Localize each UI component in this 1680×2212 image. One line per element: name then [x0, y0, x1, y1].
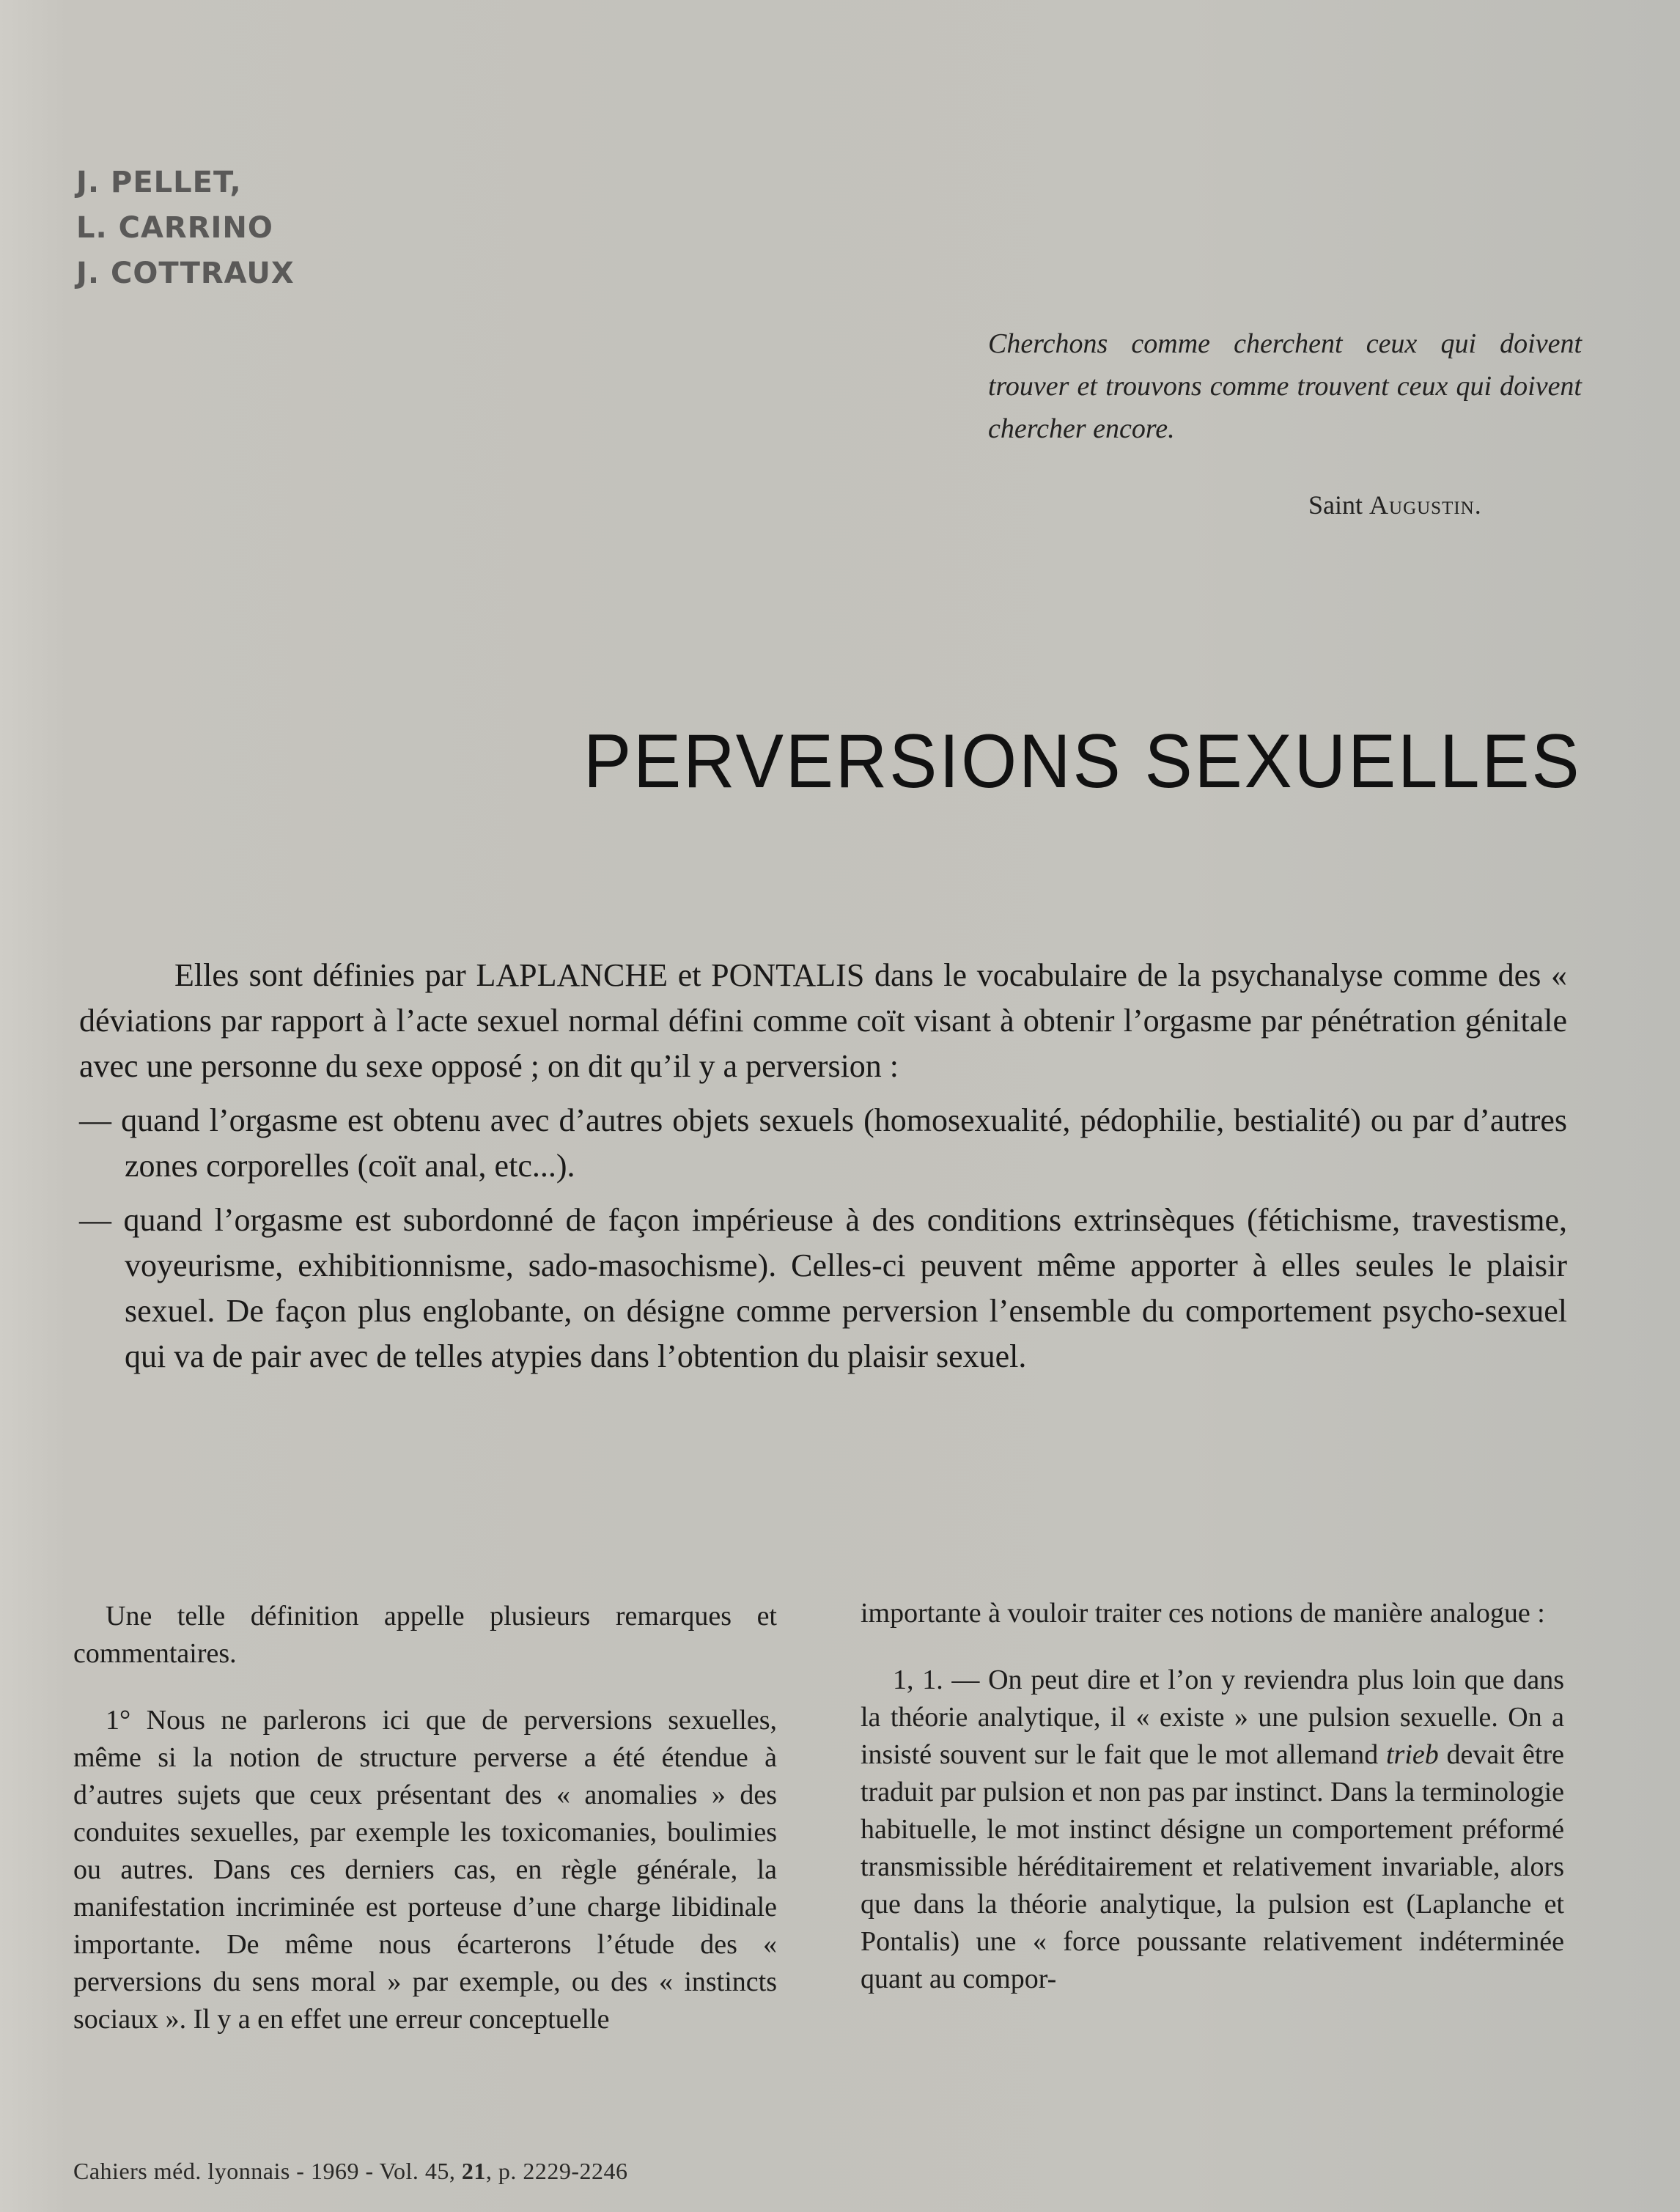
intro-list-item: — quand l’orgasme est subordonné de façon impérieuse à des conditions extrinsèques (fétichisme, travestisme, voyeurisme, exhibitionnisme, sado-masochisme). Celles-ci peuvent même apporter à elles seules le plaisir sexuel. De façon plus englobante, on désigne comme perversion l’ensemble du comportement psycho-sexuel qui va de pair avec de telles atypies dans l’obtention du plaisir sexuel.: [79, 1202, 1567, 1374]
author-name: J. PELLET,: [76, 166, 242, 199]
authors-block: [76, 160, 295, 296]
article-title: PERVERSIONS SEXUELLES: [583, 719, 1582, 804]
citation-issue: 21: [461, 2158, 486, 2184]
citation-end: , p. 2229-2246: [485, 2158, 628, 2184]
intro-section: [79, 953, 1567, 1379]
epigraph-quote: Cherchons comme cherchent ceux qui doivent trouver et trouvons comme trouvent ceux qui doivent chercher encore.: [988, 328, 1582, 444]
journal-citation: [73, 2158, 628, 2185]
author-name: L. CARRINO: [76, 211, 273, 245]
intro-list-item: — quand l’orgasme est obtenu avec d’autres objets sexuels (homosexualité, pédophilie, bestialité) ou par d’autres zones corporelles (coït anal, etc...).: [79, 1102, 1567, 1184]
right-paragraph-2-start: 1, 1. — On peut dire et l’on y reviendra plus loin que dans la théorie analytique, il « existe » une pulsion sexuelle. On a insisté souvent sur le fait que le mot allemand: [861, 1664, 1564, 1770]
author-name: J. COTTRAUX: [76, 257, 295, 290]
citation-start: Cahiers méd. lyonnais - 1969 - Vol. 45,: [73, 2158, 462, 2184]
epigraph-attribution: [1308, 490, 1482, 520]
left-column: [73, 1598, 777, 2038]
left-paragraph-1: Une telle définition appelle plusieurs remarques et commentaires.: [73, 1601, 777, 1669]
epigraph-source-prefix: Saint: [1308, 490, 1363, 520]
right-paragraph-2: [861, 1662, 1564, 1998]
epigraph-source-name: Augustin.: [1369, 490, 1482, 520]
italic-term: trieb: [1385, 1739, 1439, 1770]
right-column: [861, 1595, 1564, 1998]
left-paragraph-2: 1° Nous ne parlerons ici que de perversions sexuelles, même si la notion de structure perverse a été étendue à d’autres sujets que ceux présentant des « anomalies » des conduites sexuelles, par exemple les toxicomanies, boulimies ou autres. Dans ces derniers cas, en règle générale, la manifestation incriminée est porteuse d’une charge libidinale importante. De même nous écarterons l’étude des « perversions du sens moral » par exemple, ou des « instincts sociaux ». Il y a en effet une erreur conceptuelle: [73, 1705, 777, 2035]
right-paragraph-2-end: devait être traduit par pulsion et non pas par instinct. Dans la terminologie habituelle, le mot instinct désigne un comportement préformé transmissible héréditairement et relativement invariable, alors que dans la théorie analytique, la pulsion est (Laplanche et Pontalis) une « force poussante relativement indéterminée quant au compor-: [861, 1739, 1564, 1994]
intro-paragraph: Elles sont définies par LAPLANCHE et PONTALIS dans le vocabulaire de la psychanalyse comme des « déviations par rapport à l’acte sexuel normal défini comme coït visant à obtenir l’orgasme par pénétration génitale avec une personne du sexe opposé ; on dit qu’il y a perversion :: [79, 957, 1567, 1084]
right-paragraph-1: importante à vouloir traiter ces notions de manière analogue :: [861, 1598, 1545, 1629]
